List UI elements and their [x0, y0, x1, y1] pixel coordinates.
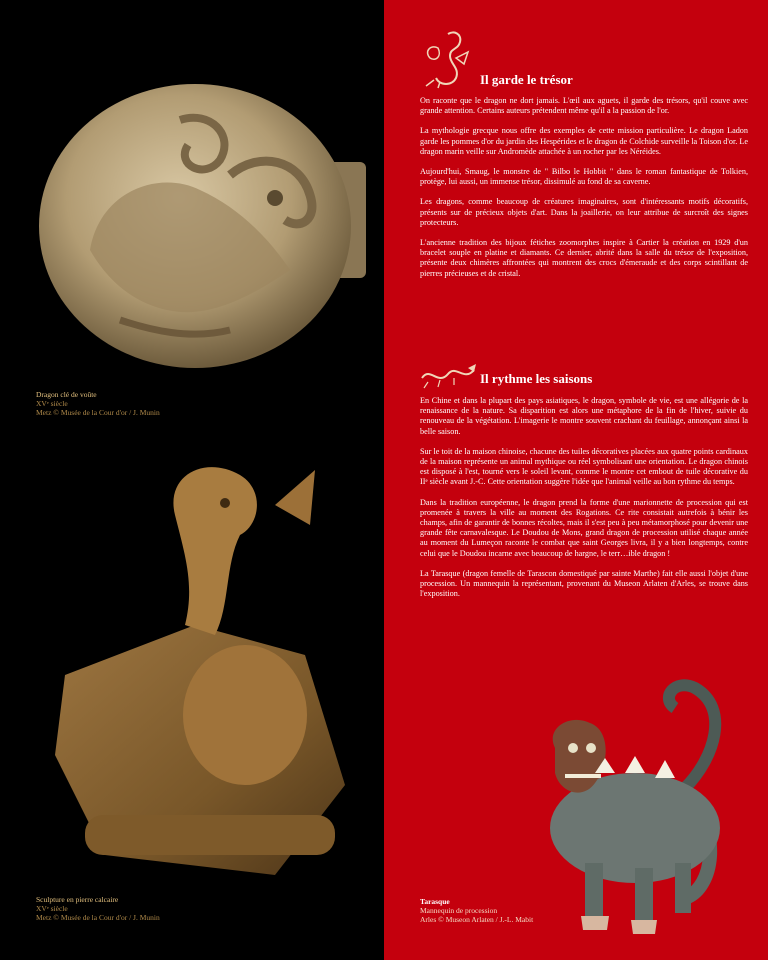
serpent-dragon-icon: [418, 360, 478, 390]
paragraph: Les dragons, comme beaucoup de créatures imaginaires, sont d'intéressants motifs décoratifs, présents sur de précieux objets d'art. Dans la joaillerie, on leur attribue de surcroît des signes protecteurs.: [420, 197, 748, 227]
paragraph: La Tarasque (dragon femelle de Tarascon domestiqué par sainte Marthe) fait elle aussi l'objet d'une procession. Un mannequin la représentant, provenant du Museon Arlaten d'Arles, se trouve dans l'exposition.: [420, 568, 748, 599]
limestone-sculpture-photo: [45, 455, 375, 875]
paragraph: La mythologie grecque nous offre des exemples de cette mission particulière. Le dragon Ladon garde les pommes d'or du jardin des Hespérides et le dragon de Colchide surveille la Toison d'or. Le dragon marin veille sur Andromède attachée à un rocher par les Néréides.: [420, 126, 748, 156]
dragon-ornament-icon: [420, 28, 476, 90]
sculpture-caption: [36, 895, 160, 922]
paragraph: L'ancienne tradition des bijoux fétiches zoomorphes inspire à Cartier la création en 1929 d'un bracelet souple en platine et diamants. Ce dernier, abrité dans la salle du trésor de l'exposition, présente deux chimères affrontées qui montrent des crocs d'émeraude et des corps scintillant de pierres précieuses et de cristal.: [420, 238, 748, 278]
keystone-caption: [36, 390, 160, 417]
caption-title: Tarasque: [420, 897, 450, 906]
caption-credit: Metz © Musée de la Cour d'or / J. Munin: [36, 408, 160, 417]
paragraph: On raconte que le dragon ne dort jamais. L'œil aux aguets, il garde des trésors, qu'il couve avec grande attention. Certains auteurs prétendent même qu'il a la passion de l'or.: [420, 96, 748, 116]
caption-credit: Arles © Museon Arlaten / J.-L. Mabit: [420, 915, 534, 924]
dragon-keystone-photo: [30, 80, 370, 370]
caption-credit: Metz © Musée de la Cour d'or / J. Munin: [36, 913, 160, 922]
caption-subtitle: Mannequin de procession: [420, 906, 498, 915]
caption-title: Dragon clé de voûte: [36, 390, 97, 399]
paragraph: Sur le toit de la maison chinoise, chacune des tuiles décoratives placées aux quatre points cardinaux de la maison représente un animal mythique ou réel symbolisant une orientation. Le dragon chinois est disposé à l'est, tourné vers le soleil levant, comme le montre cet embout de tuile décorative du IIᵉ siècle avant J.-C. Cette orientation suggère l'idée que l'animal veille au bon rythme du temps.: [420, 446, 748, 487]
section-treasure-text: [420, 96, 748, 279]
section-title: Il rythme les saisons: [480, 371, 593, 386]
tarasque-photo: [515, 668, 740, 948]
tarasque-caption: [420, 897, 533, 924]
section-seasons-text: [420, 396, 748, 599]
paragraph: Aujourd'hui, Smaug, le monstre de " Bilbo le Hobbit " dans le roman fantastique de Tolkien, protège, lui aussi, un immense trésor, dissimulé au fond de sa caverne.: [420, 167, 748, 187]
caption-century: XVᵉ siècle: [36, 399, 68, 408]
paragraph: Dans la tradition européenne, le dragon prend la forme d'une marionnette de procession qui est promenée à travers la ville au moment des Rogations. Ce rite consistait autrefois à bénir les champs, afin de garantir de bonnes récoltes, mais il s'est peu à peu métamorphosé pour devenir une grande fête carnavalesque. Le Doudou de Mons, grand dragon de procession utilisé chaque année au moment du Lumeçon raconte le combat que saint Georges livra, il y a bien longtemps, contre celui que le Doudou incarne avec beaucoup de hargne, le terr…ible dragon !: [420, 497, 748, 558]
paragraph: En Chine et dans la plupart des pays asiatiques, le dragon, symbole de vie, est une allégorie de la renaissance de la nature. Sa disparition est alors une métaphore de la fin de l'hiver, suivie du renouveau de la végétation. L'imagerie le montre souvent crachant du feuillage, annonçant ainsi la belle saison.: [420, 396, 748, 436]
caption-century: XVᵉ siècle: [36, 904, 68, 913]
section-title: Il garde le trésor: [480, 72, 573, 87]
caption-title: Sculpture en pierre calcaire: [36, 895, 119, 904]
